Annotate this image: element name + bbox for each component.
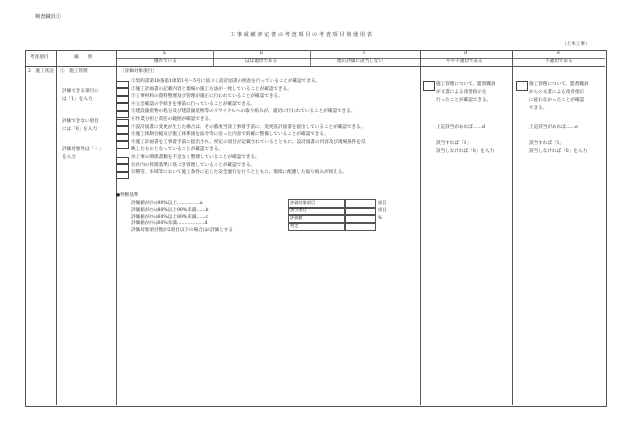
col-header-detail: 細 別 <box>74 55 93 60</box>
eval-item-text: ②施工計画書の記載内容と現場の施工方法が一致していることが確認できる。 <box>131 86 292 92</box>
eval-item-text: ⑫積雪、水域等において施工条件に応じた安全運行を行うとともに、環境に配慮した取り組みが伺える。 <box>131 170 347 176</box>
grade-c-letter: c <box>363 51 366 56</box>
row-detail-title: ① 施工管理 <box>60 69 88 74</box>
eval-item-checkbox[interactable] <box>116 126 129 134</box>
grade-e-letter: e <box>557 51 560 56</box>
eval-item-checkbox[interactable] <box>116 157 129 165</box>
category-label: （土木工事） <box>562 42 590 47</box>
criteria-line: 評価値が(％)60%未満………………d <box>131 221 208 227</box>
criteria-line: 評価対象項目数が2項目以下の場合はc評価とする <box>131 228 233 234</box>
e-condition: 上記該当があれば……e <box>529 125 578 130</box>
eval-item-checkbox[interactable] <box>116 119 129 127</box>
eval-item-text: ⑪社内の管理基準に基づき管理していることが確認できる。 <box>131 162 256 168</box>
col-header-item: 考査項目 <box>30 55 49 60</box>
grade-e-label: 不適切である <box>545 59 573 64</box>
eval-item-checkbox[interactable] <box>116 172 129 180</box>
eval-item-text: ⑤建設副産物の処分及び建設副産物等のリサイクルへの取り組みが、適切に行われていることが確認できる。 <box>131 109 356 115</box>
eval-item-checkbox[interactable] <box>116 141 129 149</box>
grade-d-label: やや不適切である <box>446 59 483 64</box>
score-label: 該当項目 <box>290 207 307 213</box>
grade-d-letter: d <box>464 51 467 56</box>
eval-item-checkbox[interactable] <box>116 103 129 111</box>
grade-a-letter: a <box>163 51 166 56</box>
score-unit: 項目 <box>378 199 387 205</box>
criteria-line: 評価値が(％)60%以上80%未満……c <box>131 214 209 220</box>
grade-c-label: 他の評価に該当しない <box>337 59 383 64</box>
score-unit: 項目 <box>378 207 387 213</box>
score-label: 評価値 <box>290 215 303 220</box>
eval-items-title: ［評価対象項目］ <box>120 69 157 74</box>
eval-item-checkbox[interactable] <box>116 164 129 172</box>
eval-item-text: 映したものとなっていることが確認できる。 <box>131 147 223 153</box>
doc-label: 検査職員① <box>35 14 61 20</box>
grade-a-label: 優れている <box>154 59 177 64</box>
score-unit: % <box>378 215 382 220</box>
eval-item-text: ⑦設計図書に変更が生じた場合は、その都度当該工事着手前に、変更設計図書を提出していることが確認できる。 <box>131 124 366 130</box>
row-item-label: 2 施工状況 <box>28 69 54 74</box>
score-label: 判定 <box>290 222 299 228</box>
criteria-line: 評価値が(％)90%以上……………a <box>131 201 203 206</box>
eval-item-text: ⑥作業分担と責任の範囲が確認できる。 <box>131 117 214 122</box>
e-checkbox[interactable] <box>516 81 528 91</box>
score-label: 評価対象項目 <box>290 199 316 205</box>
eval-item-checkbox[interactable] <box>116 96 129 104</box>
eval-item-text: ⑩工事の関係書類を不足なく整理していることが確認できる。 <box>131 155 260 160</box>
page-title: 工 事 成 績 評 定 書 の 考 査 項 目 の 考 査 項 目 別 運 用 表 <box>230 32 372 38</box>
eval-item-text: ④立会確認の手続きを事前に行っていることが確認できる。 <box>131 101 256 107</box>
eval-item-text: ①契約書第18条第1項第1号～5号に基づく設計図書の照査を行っていることが確認できる。 <box>131 79 321 84</box>
eval-item-text: ⑧施工体制台帳及び施工体系図を法令等に沿った内容で的確に整備していることが確認できる。 <box>131 132 329 138</box>
grade-b-label: ほぼ適切である <box>245 59 278 64</box>
eval-item-checkbox[interactable] <box>116 134 129 142</box>
d-condition: 上記該当があれば……d <box>436 125 485 130</box>
score-value-cell[interactable] <box>344 222 376 232</box>
eval-item-text: ③工事材料の資料整理及び管理が適正に行われていることが確認できる。 <box>131 94 283 100</box>
eval-item-checkbox[interactable] <box>116 111 129 119</box>
eval-item-checkbox[interactable] <box>116 88 129 96</box>
d-checkbox[interactable] <box>423 81 435 91</box>
eval-item-checkbox[interactable] <box>116 81 129 89</box>
eval-item-text: ⑨施工計画書を工事着手前に提出され、所定の項目が記載されているとともに、設計図書の内容及び現場条件を反 <box>131 139 366 145</box>
criteria-line: 評価値が(％)80%以上90%未満……b <box>131 207 209 213</box>
grade-b-letter: b <box>260 51 263 56</box>
criteria-title: ●判断基準 <box>116 193 139 198</box>
